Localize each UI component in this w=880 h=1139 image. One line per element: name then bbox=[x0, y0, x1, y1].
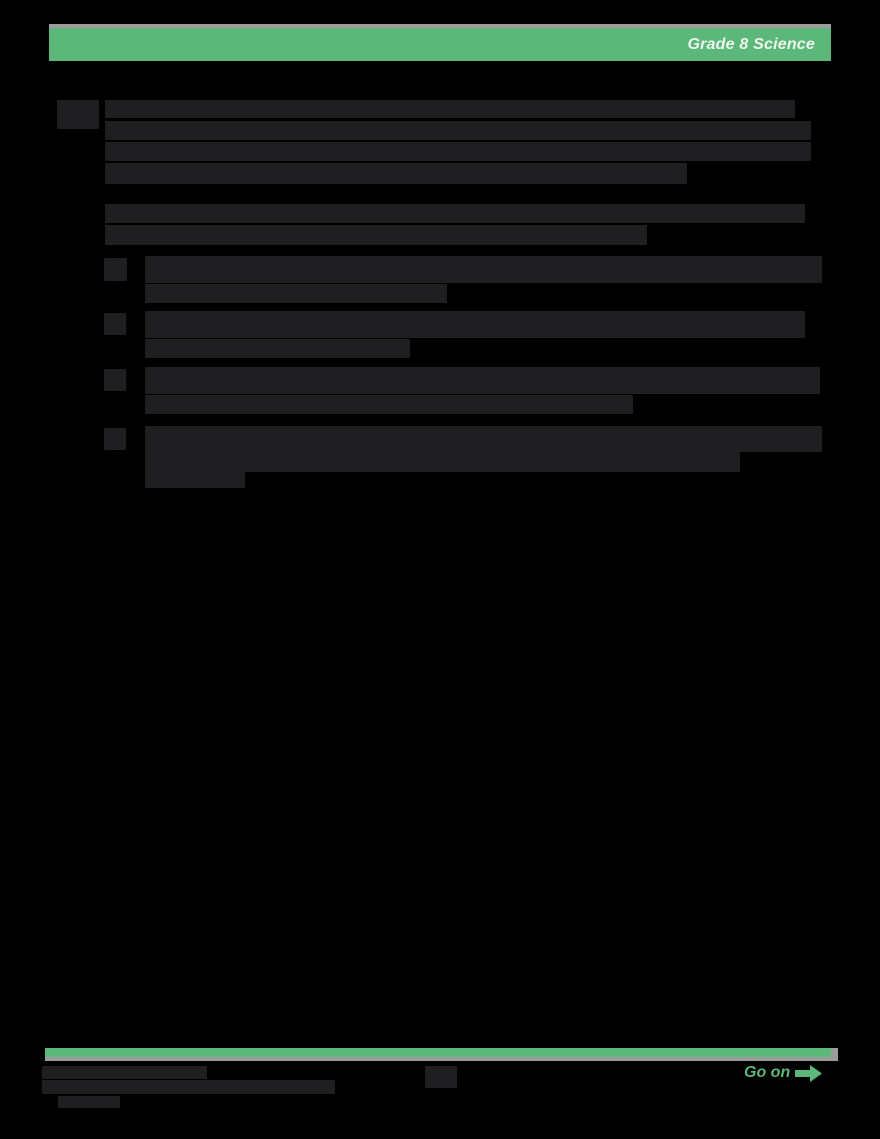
page-number-redacted bbox=[425, 1066, 457, 1088]
option-a-redacted-line bbox=[145, 284, 447, 303]
question-prompt-redacted-line bbox=[105, 225, 647, 245]
question-number-redacted bbox=[57, 100, 99, 129]
footer-rule-shadow bbox=[45, 1048, 838, 1061]
option-b-redacted-line bbox=[145, 339, 410, 358]
go-on-button[interactable] bbox=[744, 1061, 823, 1085]
page-title: Grade 8 Science bbox=[687, 35, 815, 53]
question-prompt-redacted-line bbox=[105, 204, 805, 223]
option-a-letter-redacted bbox=[104, 258, 127, 281]
option-c-redacted-line bbox=[145, 367, 820, 394]
option-d-letter-redacted bbox=[104, 428, 126, 450]
option-c-redacted-line bbox=[145, 395, 633, 414]
option-a-redacted-line bbox=[145, 256, 822, 283]
question-stem-redacted-line bbox=[105, 121, 811, 140]
question-stem-redacted-line bbox=[105, 163, 687, 184]
option-d-redacted-line bbox=[145, 472, 245, 488]
option-c-letter-redacted bbox=[104, 369, 126, 391]
footer-rule bbox=[45, 1048, 831, 1057]
option-b-letter-redacted bbox=[104, 313, 126, 335]
question-stem-redacted-line bbox=[105, 142, 811, 161]
footer-copyright-redacted-line bbox=[42, 1080, 335, 1094]
footer-copyright-redacted-line bbox=[58, 1096, 120, 1108]
option-b-redacted-line bbox=[145, 311, 805, 338]
go-on-label: Go on bbox=[744, 1064, 791, 1081]
option-d-redacted-line bbox=[145, 452, 740, 472]
option-d-redacted-line bbox=[145, 426, 822, 452]
footer-copyright-redacted-line bbox=[42, 1066, 207, 1079]
question-stem-redacted-line bbox=[105, 100, 795, 118]
header-bar bbox=[49, 24, 831, 61]
go-on-arrow-icon bbox=[795, 1064, 823, 1083]
